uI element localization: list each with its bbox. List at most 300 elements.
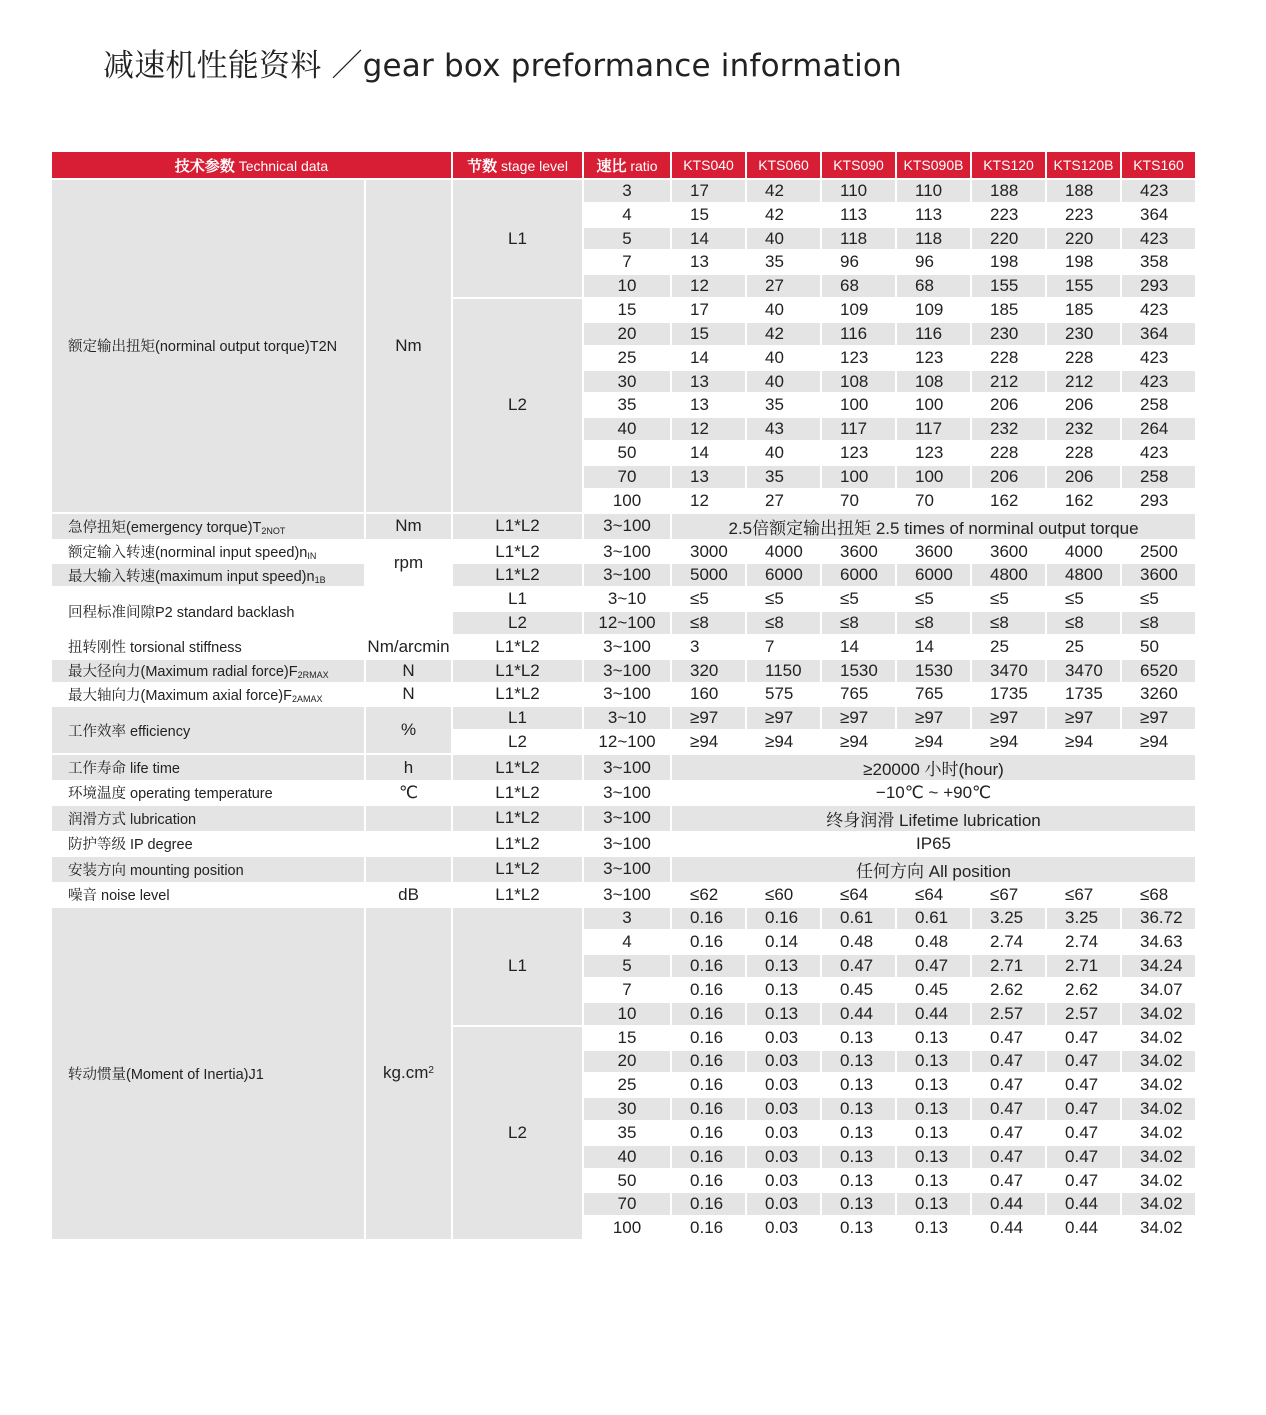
header-row [51, 151, 1196, 179]
value-cell: ≤8 [1121, 611, 1196, 635]
unit-cell: N [365, 683, 452, 707]
ratio-cell: 25 [583, 346, 671, 370]
merged-value-cell: IP65 [671, 832, 1196, 856]
value-cell: 0.03 [746, 1026, 821, 1050]
value-cell: ≥97 [1121, 706, 1196, 730]
value-cell: ≥94 [896, 730, 971, 754]
ratio-cell: 70 [583, 1192, 671, 1216]
value-cell: 123 [821, 441, 896, 465]
value-cell: 0.47 [1046, 1050, 1121, 1074]
stage-cell: L2 [452, 298, 583, 512]
unit-cell [365, 856, 452, 883]
ratio-cell: 15 [583, 1026, 671, 1050]
value-cell: 0.47 [971, 1169, 1046, 1193]
ratio-cell: 4 [583, 203, 671, 227]
stage-cell: L1 [452, 706, 583, 730]
unit-cell [365, 907, 452, 1241]
value-cell: 232 [1046, 417, 1121, 441]
ratio-cell: 35 [583, 393, 671, 417]
value-cell: 0.03 [746, 1145, 821, 1169]
value-cell: 0.14 [746, 930, 821, 954]
value-cell: 358 [1121, 250, 1196, 274]
stage-cell: L2 [452, 1026, 583, 1240]
unit-cell [365, 805, 452, 832]
value-cell: 188 [1046, 179, 1121, 203]
param-subscript: 2RMAX [297, 670, 329, 681]
unit-cell: % [365, 706, 452, 754]
value-cell: 27 [746, 489, 821, 513]
value-cell: 0.16 [671, 1026, 746, 1050]
value-cell: 155 [1046, 274, 1121, 298]
value-cell: 0.13 [896, 1121, 971, 1145]
ratio-cell: 3 [583, 179, 671, 203]
value-cell: 765 [896, 683, 971, 707]
value-cell: 118 [821, 227, 896, 251]
value-cell: 2.62 [1046, 978, 1121, 1002]
value-cell: 109 [896, 298, 971, 322]
value-cell: 109 [821, 298, 896, 322]
value-cell: 5000 [671, 563, 746, 587]
param-label [51, 856, 365, 883]
value-cell: ≤5 [671, 587, 746, 611]
value-cell: 15 [671, 203, 746, 227]
spec-table [50, 150, 1197, 1241]
value-cell: 0.47 [971, 1026, 1046, 1050]
unit-cell: rpm [365, 540, 452, 588]
value-cell: ≥97 [896, 706, 971, 730]
value-cell: 0.47 [971, 1145, 1046, 1169]
param-text: 扭转刚性 torsional stiffness [68, 640, 242, 657]
value-cell: 0.13 [896, 1192, 971, 1216]
value-cell: 0.03 [746, 1216, 821, 1240]
value-cell: ≥97 [971, 706, 1046, 730]
merged-value-cell: −10℃ ~ +90℃ [671, 781, 1196, 805]
value-cell: ≥94 [971, 730, 1046, 754]
value-cell: 0.13 [821, 1192, 896, 1216]
value-cell: 0.16 [746, 907, 821, 931]
value-cell: 117 [896, 417, 971, 441]
value-cell: 0.48 [896, 930, 971, 954]
value-cell: ≤8 [971, 611, 1046, 635]
value-cell: 34.07 [1121, 978, 1196, 1002]
stage-cell: L1*L2 [452, 659, 583, 683]
value-cell: 0.03 [746, 1121, 821, 1145]
value-cell: 4800 [971, 563, 1046, 587]
value-cell: 100 [896, 393, 971, 417]
value-cell: ≤60 [746, 883, 821, 907]
stage-cell: L1*L2 [452, 540, 583, 564]
value-cell: 0.13 [821, 1097, 896, 1121]
value-cell: 110 [896, 179, 971, 203]
ratio-cell: 10 [583, 274, 671, 298]
merged-value-cell: 终身润滑 Lifetime lubrication [671, 805, 1196, 832]
ratio-cell: 25 [583, 1073, 671, 1097]
param-subscript: 1B [314, 574, 326, 585]
value-cell: 1735 [971, 683, 1046, 707]
value-cell: 42 [746, 322, 821, 346]
value-cell: 12 [671, 417, 746, 441]
value-cell: 206 [1046, 465, 1121, 489]
value-cell: 364 [1121, 322, 1196, 346]
ratio-cell: 20 [583, 322, 671, 346]
value-cell: 0.16 [671, 1121, 746, 1145]
value-cell: 575 [746, 683, 821, 707]
stage-cell: L1*L2 [452, 513, 583, 540]
value-cell: 1735 [1046, 683, 1121, 707]
ratio-cell: 5 [583, 954, 671, 978]
value-cell: ≥94 [746, 730, 821, 754]
value-cell: 185 [971, 298, 1046, 322]
value-cell: ≤68 [1121, 883, 1196, 907]
value-cell: 3600 [1121, 563, 1196, 587]
ratio-cell: 12~100 [583, 730, 671, 754]
value-cell: 3.25 [1046, 907, 1121, 931]
value-cell: ≤67 [1046, 883, 1121, 907]
value-cell: 4800 [1046, 563, 1121, 587]
value-cell: 34.02 [1121, 1145, 1196, 1169]
value-cell: 3600 [896, 540, 971, 564]
ratio-cell: 3~100 [583, 781, 671, 805]
param-text: 最大输入转速(maximum input speed)n [68, 568, 315, 585]
stage-cell: L1 [452, 907, 583, 1026]
value-cell: 108 [896, 370, 971, 394]
header-ratio: 速比 ratio [583, 151, 671, 179]
value-cell: 293 [1121, 274, 1196, 298]
value-cell: 34.63 [1121, 930, 1196, 954]
value-cell: 3470 [971, 659, 1046, 683]
value-cell: ≤5 [896, 587, 971, 611]
value-cell: 50 [1121, 635, 1196, 659]
value-cell: 0.13 [821, 1169, 896, 1193]
value-cell: 116 [821, 322, 896, 346]
param-label [51, 563, 365, 587]
value-cell: 96 [821, 250, 896, 274]
header-model: KTS090B [896, 151, 971, 179]
header-model: KTS060 [746, 151, 821, 179]
stage-cell: L2 [452, 730, 583, 754]
param-text: 额定输出扭矩(norminal output torque)T2N [68, 339, 338, 356]
header-tech: 技术参数 Technical data [51, 151, 452, 179]
value-cell: 0.47 [1046, 1026, 1121, 1050]
value-cell: 228 [971, 346, 1046, 370]
param-label [51, 832, 365, 856]
value-cell: ≤64 [821, 883, 896, 907]
value-cell: 123 [896, 441, 971, 465]
value-cell: 3000 [671, 540, 746, 564]
value-cell: ≤5 [1046, 587, 1121, 611]
value-cell: 15 [671, 322, 746, 346]
header-model: KTS120B [1046, 151, 1121, 179]
value-cell: ≤5 [1121, 587, 1196, 611]
ratio-cell: 40 [583, 417, 671, 441]
value-cell: 14 [671, 346, 746, 370]
value-cell: 110 [821, 179, 896, 203]
param-text: 工作寿命 life time [68, 761, 180, 778]
value-cell: 0.03 [746, 1097, 821, 1121]
param-label [51, 659, 365, 683]
value-cell: ≥97 [671, 706, 746, 730]
value-cell: 4000 [1046, 540, 1121, 564]
ratio-cell: 3~100 [583, 563, 671, 587]
value-cell: 34.02 [1121, 1169, 1196, 1193]
ratio-cell: 3~10 [583, 587, 671, 611]
ratio-cell: 3 [583, 907, 671, 931]
value-cell: 0.13 [746, 1002, 821, 1026]
value-cell: 232 [971, 417, 1046, 441]
stage-cell: L1*L2 [452, 781, 583, 805]
lubrication-row [51, 805, 1196, 832]
param-subscript: 2NOT [261, 525, 286, 536]
value-cell: 155 [971, 274, 1046, 298]
merged-value-cell: ≥20000 小时(hour) [671, 754, 1196, 781]
value-cell: 0.03 [746, 1073, 821, 1097]
value-cell: 96 [896, 250, 971, 274]
unit-cell: Nm/arcmin [365, 635, 452, 659]
value-cell: 0.13 [821, 1073, 896, 1097]
value-cell: 17 [671, 179, 746, 203]
value-cell: 3600 [821, 540, 896, 564]
ratio-cell: 3~100 [583, 659, 671, 683]
ip-row [51, 832, 1196, 856]
value-cell: 43 [746, 417, 821, 441]
value-cell: 6000 [896, 563, 971, 587]
value-cell: 0.47 [1046, 1073, 1121, 1097]
value-cell: 0.47 [896, 954, 971, 978]
value-cell: 0.45 [821, 978, 896, 1002]
value-cell: 1530 [821, 659, 896, 683]
emergency-row [51, 513, 1196, 540]
unit-cell [365, 587, 452, 635]
param-label [51, 907, 365, 1241]
value-cell: 34.02 [1121, 1097, 1196, 1121]
param-label [51, 540, 365, 564]
ratio-cell: 3~100 [583, 754, 671, 781]
value-cell: 1150 [746, 659, 821, 683]
value-cell: 70 [821, 489, 896, 513]
value-cell: 35 [746, 250, 821, 274]
param-text: 安装方向 mounting position [68, 862, 244, 879]
value-cell: 0.16 [671, 907, 746, 931]
value-cell: 423 [1121, 298, 1196, 322]
header-model: KTS040 [671, 151, 746, 179]
value-cell: 117 [821, 417, 896, 441]
value-cell: 14 [671, 441, 746, 465]
value-cell: 0.13 [896, 1097, 971, 1121]
value-cell: 100 [821, 465, 896, 489]
merged-value-cell: 任何方向 All position [671, 856, 1196, 883]
value-cell: 116 [896, 322, 971, 346]
param-subscript: IN [307, 551, 317, 561]
value-cell: 320 [671, 659, 746, 683]
value-cell: 0.44 [971, 1216, 1046, 1240]
value-cell: 123 [821, 346, 896, 370]
ratio-cell: 20 [583, 1050, 671, 1074]
value-cell: 162 [1046, 489, 1121, 513]
value-cell: ≤5 [746, 587, 821, 611]
value-cell: 0.03 [746, 1169, 821, 1193]
stage-cell: L1 [452, 179, 583, 298]
param-label [51, 781, 365, 805]
stiffness-row [51, 635, 1196, 659]
value-cell: 0.47 [1046, 1097, 1121, 1121]
value-cell: 0.16 [671, 1169, 746, 1193]
value-cell: 423 [1121, 227, 1196, 251]
value-cell: 34.02 [1121, 1073, 1196, 1097]
param-label [51, 683, 365, 707]
value-cell: 0.13 [821, 1216, 896, 1240]
value-cell: 2.57 [971, 1002, 1046, 1026]
noise-row [51, 883, 1196, 907]
value-cell: 35 [746, 465, 821, 489]
value-cell: 0.47 [971, 1097, 1046, 1121]
value-cell: 0.47 [971, 1050, 1046, 1074]
param-label [51, 513, 365, 540]
ratio-cell: 3~100 [583, 883, 671, 907]
value-cell: 0.13 [896, 1050, 971, 1074]
value-cell: 0.13 [821, 1050, 896, 1074]
value-cell: 364 [1121, 203, 1196, 227]
param-text: 最大径向力(Maximum radial force)F [68, 664, 298, 681]
value-cell: 3.25 [971, 907, 1046, 931]
value-cell: 13 [671, 250, 746, 274]
value-cell: 1530 [896, 659, 971, 683]
ratio-cell: 3~100 [583, 856, 671, 883]
value-cell: 0.16 [671, 1145, 746, 1169]
unit-cell [365, 832, 452, 856]
value-cell: 7 [746, 635, 821, 659]
value-cell: ≤5 [821, 587, 896, 611]
value-cell: 17 [671, 298, 746, 322]
value-cell: 2.74 [1046, 930, 1121, 954]
ratio-cell: 7 [583, 250, 671, 274]
value-cell: 0.03 [746, 1192, 821, 1216]
value-cell: ≥97 [746, 706, 821, 730]
value-cell: 13 [671, 465, 746, 489]
torque-row [51, 179, 1196, 203]
value-cell: 68 [896, 274, 971, 298]
stage-cell: L1*L2 [452, 856, 583, 883]
value-cell: 0.16 [671, 1073, 746, 1097]
ratio-cell: 50 [583, 441, 671, 465]
stage-cell: L1*L2 [452, 683, 583, 707]
value-cell: 230 [971, 322, 1046, 346]
header-stage: 节数 stage level [452, 151, 583, 179]
value-cell: 6000 [821, 563, 896, 587]
param-text: 环境温度 operating temperature [68, 786, 273, 803]
value-cell: 198 [971, 250, 1046, 274]
value-cell: 68 [821, 274, 896, 298]
ratio-cell: 70 [583, 465, 671, 489]
value-cell: 2.74 [971, 930, 1046, 954]
value-cell: 40 [746, 346, 821, 370]
ratio-cell: 3~100 [583, 513, 671, 540]
param-text: 噪音 noise level [68, 888, 170, 905]
value-cell: 220 [1046, 227, 1121, 251]
value-cell: 40 [746, 441, 821, 465]
value-cell: 34.02 [1121, 1192, 1196, 1216]
value-cell: 2.62 [971, 978, 1046, 1002]
value-cell: 113 [821, 203, 896, 227]
stage-cell: L1*L2 [452, 805, 583, 832]
ratio-cell: 5 [583, 227, 671, 251]
unit-cell: h [365, 754, 452, 781]
stage-cell: L1*L2 [452, 832, 583, 856]
value-cell: 0.13 [746, 954, 821, 978]
value-cell: 0.13 [896, 1169, 971, 1193]
value-cell: 4000 [746, 540, 821, 564]
value-cell: 0.13 [896, 1216, 971, 1240]
value-cell: 0.16 [671, 1050, 746, 1074]
value-cell: 0.61 [821, 907, 896, 931]
param-text: 回程标准间隙P2 standard backlash [68, 604, 295, 621]
param-label [51, 754, 365, 781]
value-cell: ≤8 [896, 611, 971, 635]
value-cell: 423 [1121, 370, 1196, 394]
value-cell: 2.57 [1046, 1002, 1121, 1026]
axial-row [51, 683, 1196, 707]
value-cell: 188 [971, 179, 1046, 203]
radial-row [51, 659, 1196, 683]
ratio-cell: 3~100 [583, 805, 671, 832]
value-cell: 3260 [1121, 683, 1196, 707]
unit-cell: dB [365, 883, 452, 907]
stage-cell: L1*L2 [452, 883, 583, 907]
value-cell: 0.47 [971, 1121, 1046, 1145]
unit-cell: Nm [365, 513, 452, 540]
value-cell: 765 [821, 683, 896, 707]
backlash-row [51, 587, 1196, 611]
value-cell: 0.47 [1046, 1145, 1121, 1169]
value-cell: 34.24 [1121, 954, 1196, 978]
ratio-cell: 3~100 [583, 832, 671, 856]
header-model: KTS090 [821, 151, 896, 179]
value-cell: 0.44 [821, 1002, 896, 1026]
value-cell: 228 [1046, 441, 1121, 465]
unit-cell: Nm [365, 179, 452, 513]
value-cell: 228 [1046, 346, 1121, 370]
value-cell: 34.02 [1121, 1121, 1196, 1145]
value-cell: 223 [971, 203, 1046, 227]
unit-cell: N [365, 659, 452, 683]
value-cell: 0.61 [896, 907, 971, 931]
value-cell: 0.03 [746, 1050, 821, 1074]
param-text: 润滑方式 lubrication [68, 811, 197, 828]
value-cell: 3600 [971, 540, 1046, 564]
temperature-row [51, 781, 1196, 805]
mounting-row [51, 856, 1196, 883]
value-cell: 2.71 [971, 954, 1046, 978]
value-cell: 230 [1046, 322, 1121, 346]
value-cell: 206 [1046, 393, 1121, 417]
param-label [51, 883, 365, 907]
value-cell: ≥94 [1046, 730, 1121, 754]
value-cell: 423 [1121, 441, 1196, 465]
page-title: 减速机性能资料 ／gear box preformance information [103, 48, 902, 84]
value-cell: 36.72 [1121, 907, 1196, 931]
stage-cell: L1*L2 [452, 635, 583, 659]
value-cell: 0.16 [671, 1192, 746, 1216]
value-cell: 223 [1046, 203, 1121, 227]
value-cell: 6520 [1121, 659, 1196, 683]
value-cell: 3470 [1046, 659, 1121, 683]
lifetime-row [51, 754, 1196, 781]
value-cell: 42 [746, 203, 821, 227]
value-cell: 13 [671, 393, 746, 417]
value-cell: 34.02 [1121, 1050, 1196, 1074]
ratio-cell: 30 [583, 370, 671, 394]
value-cell: 34.02 [1121, 1002, 1196, 1026]
ratio-cell: 30 [583, 1097, 671, 1121]
